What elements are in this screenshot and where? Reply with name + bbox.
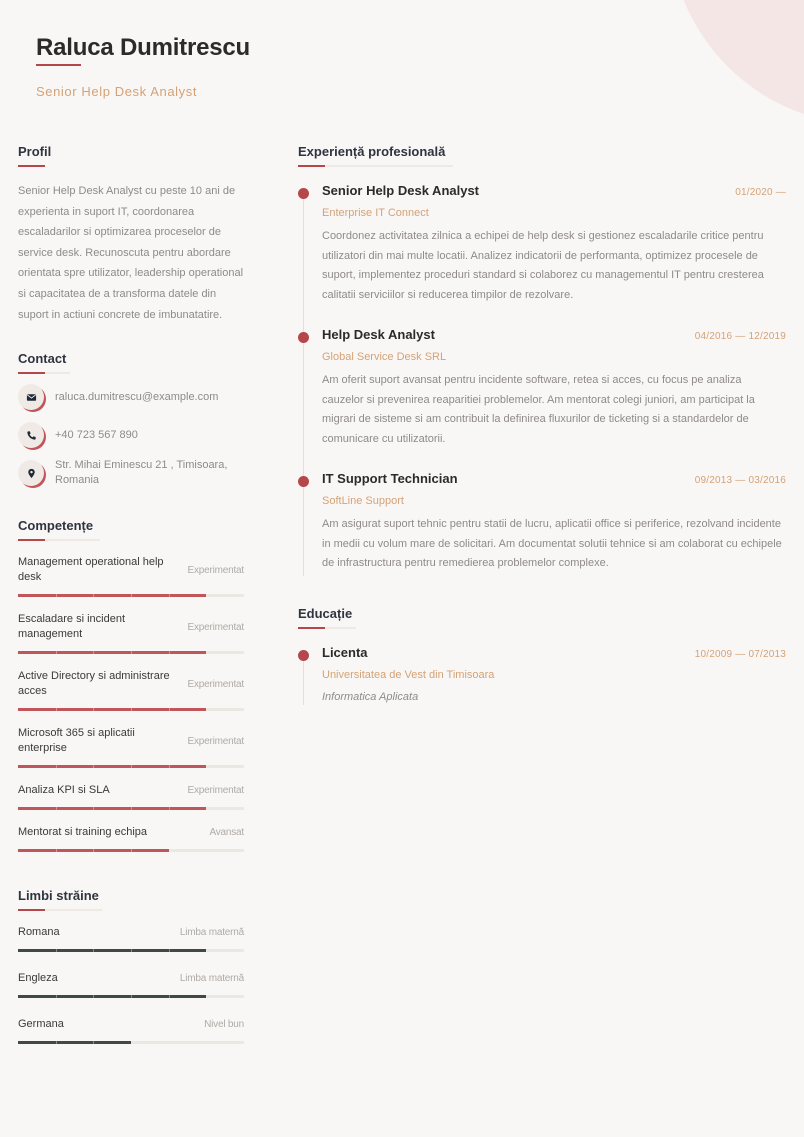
heading-underline: [298, 165, 453, 167]
language-item: [18, 971, 244, 998]
bar-segment-divider: [169, 765, 170, 768]
bar-segment-divider: [93, 949, 94, 952]
heading-underline: [18, 539, 100, 541]
level-bar: [18, 708, 244, 711]
contact-section: [18, 351, 244, 488]
contact-list: [18, 382, 244, 488]
skills-section: [18, 518, 244, 852]
job-title: Senior Help Desk Analyst: [322, 183, 480, 198]
contact-address: [18, 458, 244, 488]
level-bar: [18, 995, 244, 998]
profile-summary: Senior Help Desk Analyst cu peste 10 ani de experienta in suport IT, coordonarea escaladarilor si optimizarea proceselor de service desk. Recunoscuta pentru abordare orientata spre utilizator, leadership operational si capacitatea de a transforma datele din suport in actiuni concrete de imbunatatire.: [18, 185, 244, 321]
skill-level: Experimentat: [187, 621, 244, 633]
heading-underline: [18, 372, 70, 374]
job-date: 04/2016 — 12/2019: [694, 331, 786, 342]
language-level: Nivel bun: [204, 1019, 244, 1031]
section-heading-text: Profil: [18, 144, 52, 159]
specialization: Informatica Aplicata: [322, 690, 419, 703]
bar-segment-divider: [93, 708, 94, 711]
item-row: [18, 669, 244, 699]
degree-title: Licenta: [322, 644, 368, 660]
level-bar-fill: [18, 594, 206, 597]
skill-item: [18, 726, 244, 768]
timeline-dot: [298, 476, 309, 487]
experience-entry: [298, 327, 786, 449]
contact-phone-text: +40 723 567 890: [55, 428, 138, 441]
bar-segment-divider: [93, 995, 94, 998]
bar-segment-divider: [56, 949, 57, 952]
item-row: [18, 825, 244, 840]
language-name: Engleza: [18, 972, 58, 985]
job-date: 09/2013 — 03/2016: [694, 475, 786, 486]
level-bar-fill: [18, 651, 206, 654]
education-section: [298, 606, 786, 705]
item-row: [18, 783, 244, 798]
skill-name: Analiza KPI si SLA: [18, 784, 110, 797]
job-title: IT Support Technician: [322, 471, 458, 486]
timeline-dot: [298, 650, 309, 661]
bar-segment-divider: [93, 651, 94, 654]
skill-level: Avansat: [209, 827, 244, 839]
institution-name: Universitatea de Vest din Timisoara: [322, 668, 495, 681]
bar-segment-divider: [56, 995, 57, 998]
bar-segment-divider: [56, 765, 57, 768]
language-name: Germana: [18, 1018, 64, 1031]
section-heading-text: Experiență profesională: [298, 144, 446, 159]
left-column: [18, 144, 244, 1044]
skill-name: Microsoft 365 si aplicatii enterprise: [18, 727, 135, 755]
bar-segment-divider: [56, 594, 57, 597]
envelope-icon: [18, 384, 44, 410]
level-bar-fill: [18, 807, 206, 810]
item-row: [18, 971, 244, 986]
bar-segment-divider: [56, 651, 57, 654]
level-bar-fill: [18, 949, 206, 952]
bar-segment-divider: [131, 995, 132, 998]
section-heading: [18, 144, 244, 167]
education-timeline: [298, 645, 786, 705]
bar-segment-divider: [169, 807, 170, 810]
contact-email-text: raluca.dumitrescu@example.com: [55, 390, 219, 403]
item-row: [18, 1017, 244, 1032]
level-bar-fill: [18, 995, 206, 998]
bar-segment-divider: [131, 708, 132, 711]
bar-segment-divider: [169, 708, 170, 711]
section-heading-text: Contact: [18, 351, 67, 367]
level-bar: [18, 849, 244, 852]
skills-list: [18, 555, 244, 852]
bar-segment-divider: [131, 849, 132, 852]
section-heading: [298, 144, 786, 167]
section-heading: [298, 606, 786, 629]
contact-address-text: Str. Mihai Eminescu 21 , Timisoara, Romania: [55, 459, 228, 487]
bar-segment-divider: [56, 708, 57, 711]
skill-level: Experimentat: [187, 785, 244, 797]
level-bar-fill: [18, 708, 206, 711]
heading-underline: [18, 909, 102, 911]
bar-segment-divider: [131, 594, 132, 597]
level-bar: [18, 949, 244, 952]
skill-item: [18, 612, 244, 654]
job-description: Am oferit suport avansat pentru incidente software, retea si acces, cu focus pe analiza cauzelor si prevenirea reaparitiei problemelor. Am mentorat colegi juniori, am participat la migrari de sisteme si am contribuit la definirea fluxurilor de ticketing si a standardelor de comunicare cu utilizatorii.: [322, 374, 755, 445]
company-name: SoftLine Support: [322, 495, 404, 507]
job-description: Am asigurat suport tehnic pentru statii de lucru, aplicatii office si periferice, rezolvand incidente in medii cu volum mare de solicitari. Am documentat solutii tehnice si am colaborat cu echipele de infrastructura pentru remedierea problemelor complexe.: [322, 518, 782, 569]
experience-timeline: [298, 183, 786, 576]
level-bar-fill: [18, 765, 206, 768]
level-bar: [18, 651, 244, 654]
company-name: Global Service Desk SRL: [322, 351, 447, 363]
skill-item: [18, 783, 244, 810]
candidate-name: Raluca Dumitrescu: [36, 34, 250, 64]
timeline-dot: [298, 332, 309, 343]
profile-section: [18, 144, 244, 325]
timeline-dot: [298, 188, 309, 199]
section-heading: [18, 888, 244, 911]
phone-icon: [18, 422, 44, 448]
bar-segment-divider: [93, 765, 94, 768]
section-heading: [18, 518, 244, 541]
level-bar: [18, 765, 244, 768]
job-date: 01/2020 —: [735, 187, 786, 198]
section-heading-text: Educație: [298, 605, 353, 621]
bar-segment-divider: [56, 1041, 57, 1044]
resume-header: [36, 34, 250, 99]
bar-segment-divider: [131, 949, 132, 952]
bar-segment-divider: [93, 849, 94, 852]
language-item: [18, 1017, 244, 1044]
experience-section: [298, 144, 786, 576]
level-bar-fill: [18, 1041, 131, 1044]
skill-item: [18, 669, 244, 711]
skill-name: Active Directory si administrare acces: [18, 670, 170, 698]
bar-segment-divider: [93, 1041, 94, 1044]
skill-level: Experimentat: [187, 678, 244, 690]
skill-level: Experimentat: [187, 735, 244, 747]
skill-item: [18, 825, 244, 852]
bar-segment-divider: [56, 807, 57, 810]
bar-segment-divider: [93, 594, 94, 597]
candidate-title: Senior Help Desk Analyst: [36, 84, 198, 99]
level-bar: [18, 1041, 244, 1044]
experience-entry: [298, 471, 786, 576]
skill-name: Management operational help desk: [18, 556, 164, 584]
heading-underline: [298, 627, 356, 629]
item-row: [18, 555, 244, 585]
map-pin-icon: [18, 460, 44, 486]
job-description: Coordonez activitatea zilnica a echipei de help desk si gestionez escaladarile critice pentru utilizatori din mai multe locatii. Analizez indicatorii de performanta, optimizez procesele de suport, implementez proceduri standard si colaborez cu managementul IT pentru cresterea calitatii serviciilor si reducerea timpilor de rezolvare.: [322, 230, 764, 301]
skill-level: Experimentat: [187, 564, 244, 576]
job-title: Help Desk Analyst: [322, 327, 435, 342]
skill-name: Escaladare si incident management: [18, 613, 126, 641]
bar-segment-divider: [169, 594, 170, 597]
bar-segment-divider: [56, 849, 57, 852]
section-heading: [18, 351, 244, 374]
bar-segment-divider: [169, 949, 170, 952]
language-item: [18, 925, 244, 952]
contact-phone[interactable]: [18, 420, 244, 450]
bar-segment-divider: [169, 651, 170, 654]
company-name: Enterprise IT Connect: [322, 207, 429, 219]
level-bar: [18, 807, 244, 810]
languages-list: [18, 925, 244, 1044]
bar-segment-divider: [169, 995, 170, 998]
decorative-corner-shape: [669, 0, 804, 125]
item-row: [18, 925, 244, 940]
contact-email[interactable]: [18, 382, 244, 412]
education-date: 10/2009 — 07/2013: [694, 648, 786, 660]
education-entry: [298, 645, 786, 705]
item-row: [18, 726, 244, 756]
bar-segment-divider: [131, 765, 132, 768]
section-heading-text: Limbi străine: [18, 888, 99, 904]
heading-underline: [18, 165, 45, 167]
skill-name: Mentorat si training echipa: [18, 826, 148, 839]
level-bar: [18, 594, 244, 597]
item-row: [18, 612, 244, 642]
language-level: Limba maternă: [179, 973, 244, 985]
language-name: Romana: [18, 926, 60, 939]
bar-segment-divider: [131, 651, 132, 654]
section-heading-text: Competențe: [18, 518, 94, 534]
bar-segment-divider: [131, 807, 132, 810]
bar-segment-divider: [93, 807, 94, 810]
language-level: Limba maternă: [179, 927, 244, 939]
right-column: [298, 144, 786, 705]
skill-item: [18, 555, 244, 597]
languages-section: [18, 888, 244, 1044]
experience-entry: [298, 183, 786, 305]
